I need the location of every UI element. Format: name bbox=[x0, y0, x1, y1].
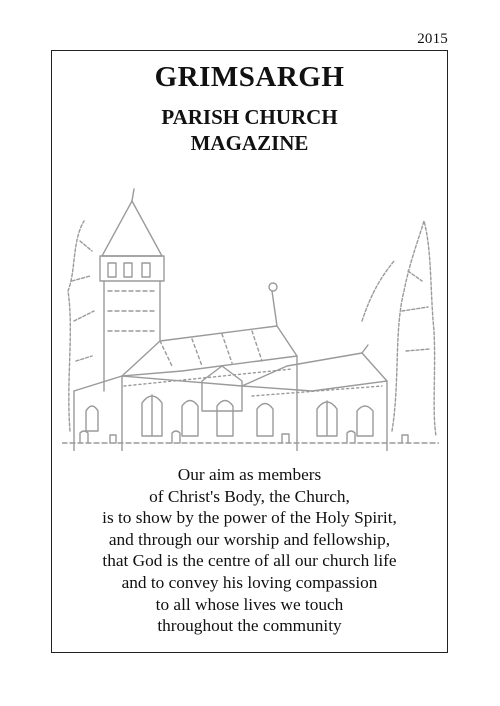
subtitle-line: PARISH CHURCH bbox=[161, 105, 338, 129]
cover-frame bbox=[51, 50, 448, 653]
subtitle-line: MAGAZINE bbox=[190, 131, 309, 155]
aim-statement bbox=[52, 464, 447, 637]
aim-line: and to convey his loving compassion bbox=[121, 572, 378, 592]
aim-line: that God is the centre of all our church life bbox=[102, 551, 397, 571]
aim-line: Our aim as members bbox=[177, 465, 322, 484]
aim-line: is to show by the power of the Holy Spirit, bbox=[102, 508, 397, 528]
aim-line: to all whose lives we touch bbox=[155, 594, 344, 614]
aim-line: and through our worship and fellowship, bbox=[108, 529, 391, 549]
magazine-title: GRIMSARGH bbox=[154, 61, 345, 93]
issue-year: 2015 bbox=[417, 31, 448, 47]
aim-line: of Christ's Body, the Church, bbox=[149, 486, 350, 506]
church-sketch-icon bbox=[62, 181, 439, 451]
magazine-subtitle bbox=[52, 104, 447, 156]
aim-line: throughout the community bbox=[157, 616, 342, 636]
